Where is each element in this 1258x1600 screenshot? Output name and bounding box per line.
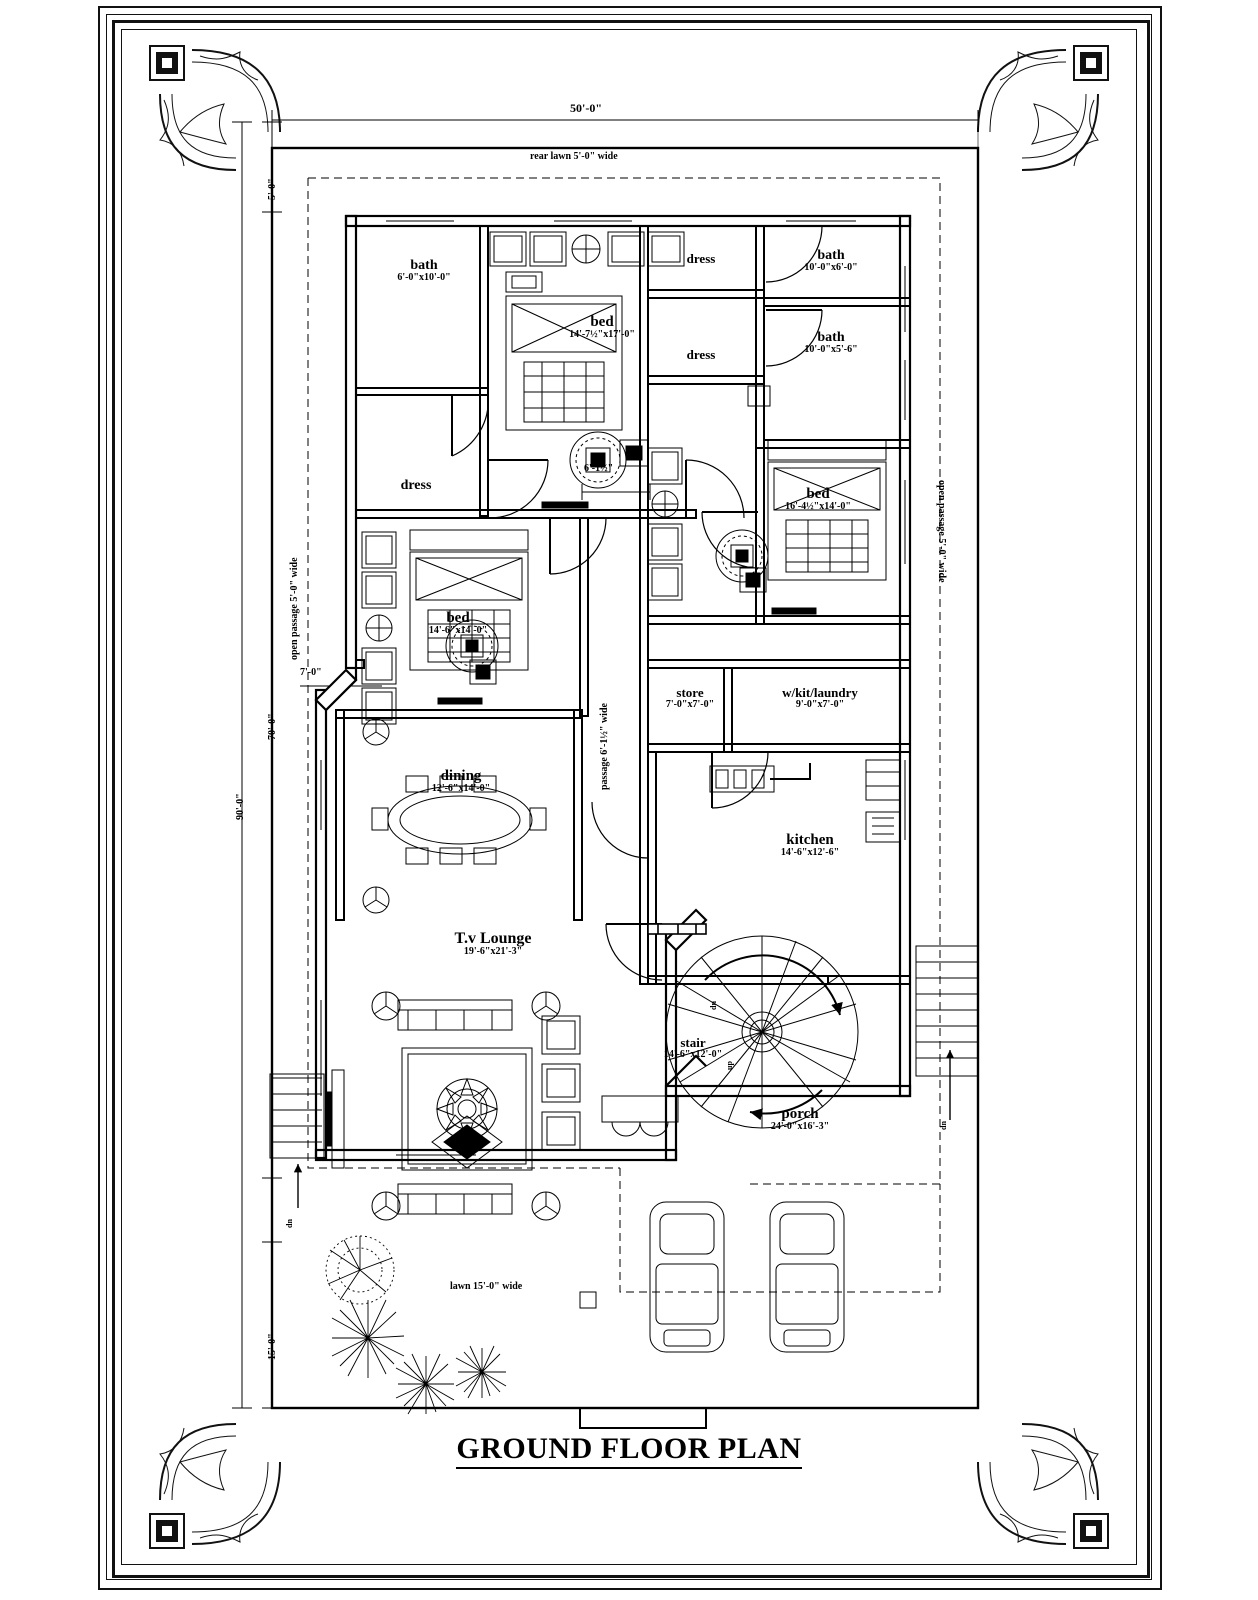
plan-linework: [150, 60, 1110, 1480]
dim-front-offset: 15'-0": [267, 1333, 278, 1360]
entry-dn-left-marker: dn: [285, 1219, 294, 1228]
room-dress-left: [368, 478, 464, 493]
dim-passage-opening: 6'-1½": [584, 463, 614, 474]
room-name: bath: [817, 248, 845, 263]
room-dims: 12'-6"x14'-0": [431, 783, 491, 795]
dim-rear-offset: 5'-0": [267, 178, 278, 200]
room-name: T.v Lounge: [454, 930, 532, 947]
note-right-passage: open passage 5'-0" wide: [936, 480, 947, 583]
room-bed-left: [398, 610, 518, 637]
entry-dn-right-marker: dn: [939, 1121, 948, 1130]
page-title: [0, 1432, 1258, 1466]
note-left-passage: open passage 5'-0" wide: [289, 557, 300, 660]
room-bath-top-right: [766, 248, 896, 274]
stair-up-marker: up: [725, 1061, 734, 1070]
room-dining: [402, 768, 520, 795]
room-name: dress: [400, 478, 432, 493]
room-name: bed: [590, 314, 614, 330]
room-dims: 14'-6"x14'-0": [428, 625, 488, 637]
dim-overall-depth: 90'-0": [235, 793, 246, 820]
room-dress-lower: [662, 348, 740, 362]
room-dims: 16'-4½"x14'-0": [785, 501, 851, 513]
room-name: bath: [410, 258, 438, 273]
room-name: bath: [817, 330, 845, 345]
note-central-passage: passage 6'-1½" wide: [599, 703, 610, 790]
room-dims: 10'-0"x6'-0": [804, 262, 858, 274]
note-rear-lawn: rear lawn 5'-0" wide: [530, 151, 618, 162]
room-store: [652, 686, 728, 711]
room-name: w/kit/laundry: [782, 685, 858, 700]
room-porch: [720, 1106, 880, 1133]
room-dims: 14'-7½"x17'-0": [569, 329, 635, 341]
room-bed-top: [542, 314, 662, 341]
room-name: dress: [686, 251, 716, 266]
room-dims: 24'-0"x16'-3": [770, 1121, 830, 1133]
room-dims: 14'-6"x12'-6": [780, 847, 840, 859]
room-name: bed: [446, 610, 470, 626]
room-dims: 14'-6"x12'-0": [663, 1049, 723, 1061]
page-title-text: GROUND FLOOR PLAN: [456, 1432, 801, 1469]
room-dims: 9'-0"x7'-0": [795, 699, 845, 711]
room-wkit-laundry: [732, 686, 908, 711]
room-name: store: [676, 685, 704, 700]
stair-dn-marker: dn: [709, 1001, 718, 1010]
room-dims: 7'-0"x7'-0": [665, 699, 715, 711]
ground-floor-plan-drawing: [150, 60, 1110, 1480]
room-name: bed: [806, 486, 830, 502]
room-name: stair: [680, 1035, 706, 1050]
room-name: kitchen: [786, 832, 834, 848]
room-kitchen: [740, 832, 880, 859]
room-stair: [628, 1036, 758, 1061]
room-dims: 19'-6"x21'-3": [463, 946, 523, 958]
room-name: dining: [440, 768, 482, 784]
room-dims: 6'-0"x10'-0": [397, 272, 451, 284]
room-bed-right: [758, 486, 878, 513]
room-name: dress: [686, 347, 716, 362]
room-name: porch: [781, 1106, 819, 1122]
room-bath-top-left: [376, 258, 472, 284]
room-dims: 10'-0"x5'-6": [804, 344, 858, 356]
note-front-lawn: lawn 15'-0" wide: [450, 1281, 523, 1292]
dim-left-step: 7'-0": [300, 667, 322, 678]
dim-overall-width: 50'-0": [570, 101, 602, 115]
room-tv-lounge: [398, 930, 588, 958]
room-bath-mid-right: [766, 330, 896, 356]
dim-inner-depth: 70'-0": [267, 713, 278, 740]
room-dress-upper: [662, 252, 740, 266]
